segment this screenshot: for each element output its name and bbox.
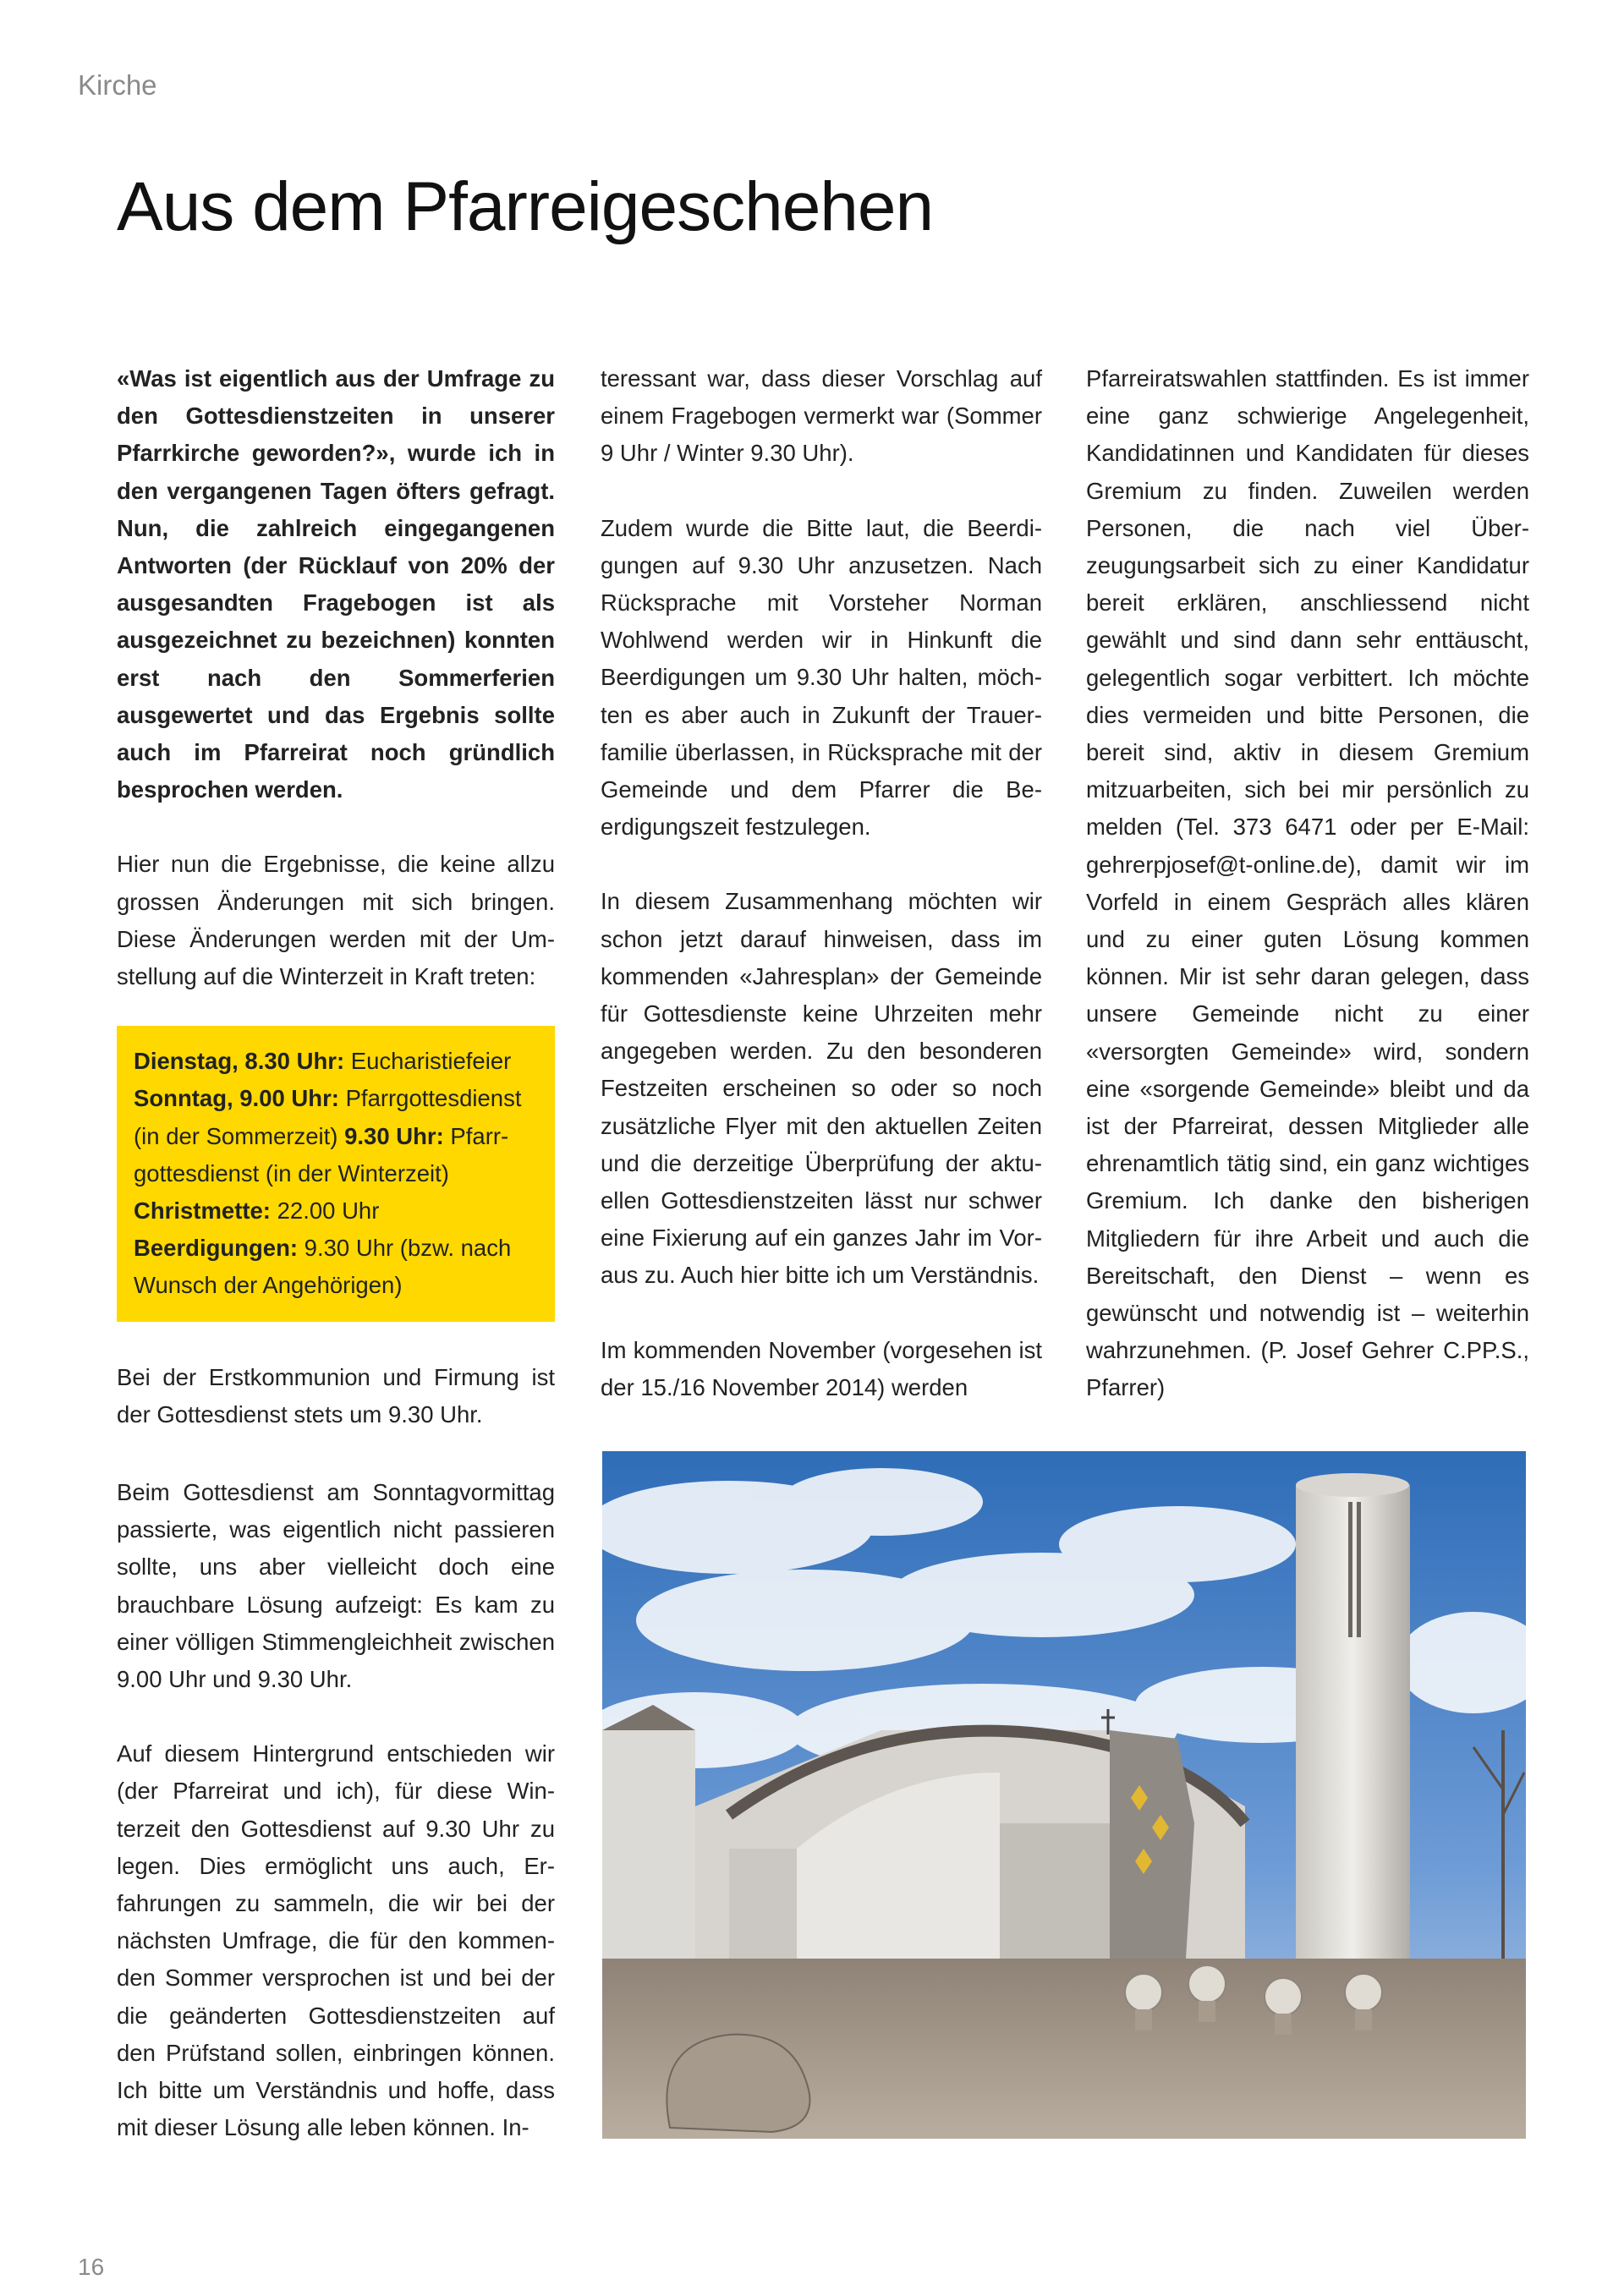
results-paragraph: Hier nun die Ergebnisse, die keine allzu grossen Änderungen mit sich bringen. Diese Änderungen werden mit der Umstellung auf die Winterzeit in Kraft treten: [117,851,555,990]
schedule-text: 22.00 Uhr [270,1197,380,1225]
schedule-text: Pfarrgottesdienst (in der Winterzeit) [134,1122,509,1186]
church-illustration [602,1451,1526,2139]
schedule-text: 9.30 Uhr (bzw. nach Wunsch der Angehörigen) [134,1235,512,1299]
schedule-text: Eucharistiefeier [344,1048,512,1075]
schedule-label: Sonntag, 9.00 Uhr: [134,1085,339,1112]
column2-paragraph-4: Im kommenden November (vorgesehen ist der 15./16 November 2014) werden [601,1336,1042,1400]
column2-paragraph-3: In diesem Zusammenhang möchten wir schon jetzt darauf hinweisen, dass im kommenden «Jahresplan» der Gemeinde für Gottesdienste keine Uhrzeiten mehr angegeben werden. Zu den besonderen Festzeiten erscheinen so oder so noch zusätzliche Flyer mit den aktuellen Zeiten und die derzeitige Überprüfung der aktuellen Gottesdienstzeiten lässt nur schwer eine Fixierung auf ein ganzes Jahr im Voraus zu. Auch hier bitte ich um Verständnis. [601,888,1042,1289]
erstkommunion-paragraph: Bei der Erstkommunion und Firmung ist der Gottesdienst stets um 9.30 Uhr. [117,1363,555,1427]
schedule-line-sunday [134,1080,540,1192]
schedule-line-christmette [134,1192,540,1230]
schedule-line-tuesday [134,1043,540,1080]
column2-paragraph-2: Zudem wurde die Bitte laut, die Beerdigungen auf 9.30 Uhr anzusetzen. Nach Rücksprache mit Vorsteher Norman Wohlwend werden wir in Hinkunft die Beerdigungen um 9.30 Uhr halten, möchten es aber auch in Zukunft der Trauerfamilie überlassen, in Rücksprache mit der Gemeinde und dem Pfarrer die Beerdigungszeit festzulegen. [601,514,1042,841]
vote-paragraph: Beim Gottesdienst am Sonntagvormittag passierte, was eigentlich nicht passieren sollte, uns aber vielleicht doch eine brauchbare Lösung aufzeigt: Es kam zu einer völligen Stimmengleichheit zwischen 9.00 Uhr und 9.30 Uhr. [117,1479,555,1693]
column-1 [117,360,555,1433]
schedule-label: 9.30 Uhr: [344,1122,444,1149]
schedule-box [117,1026,555,1321]
section-label: Kirche [78,69,157,101]
schedule-label: Dienstag, 8.30 Uhr: [134,1048,345,1075]
schedule-label: Christmette: [134,1197,271,1225]
schedule-label: Beerdigungen: [134,1235,299,1262]
decision-paragraph: Auf diesem Hintergrund entschieden wir (der Pfarreirat und ich), für diese Winterzeit den Gottesdienst auf 9.30 Uhr zu legen. Dies ermöglicht uns auch, Erfahrungen zu sammeln, die wir bei der nächsten Umfrage, die für den kommenden Sommer versprochen ist und bei der die geänderten Gottesdienstzeiten auf den Prüfstand sollen, einbringen können. Ich bitte um Verständnis und hoffe, dass mit dieser Lösung alle leben können. In- [117,1740,555,2141]
page-number: 16 [78,2254,105,2280]
church-photo [602,1451,1526,2139]
intro-paragraph: «Was ist eigentlich aus der Umfrage zu den Gottesdienstzeiten in unserer Pfarrkirche geworden?», wurde ich in den vergangenen Tagen öfters gefragt. Nun, die zahlreich eingegangenen Antworten (der Rücklauf von 20% der ausgesandten Fragebogen ist als ausgezeichnet zu bezeichnen) konnten erst nach den Sommerferien ausgewertet und das Ergebnis sollte auch im Pfarreirat noch gründlich besprochen werden. [117,365,555,803]
schedule-text: Pfarrgottesdienst (in der Sommerzeit) [134,1085,522,1149]
page-title: Aus dem Pfarreigeschehen [117,168,934,245]
column-3 [1086,360,1529,1407]
column2-paragraph-1: teressant war, dass dieser Vorschlag auf einem Fragebogen vermerkt war (Sommer 9 Uhr / Winter 9.30 Uhr). [601,365,1042,467]
column-2 [601,360,1042,1406]
lower-left-column [117,1474,555,2146]
schedule-line-beerdigungen [134,1230,540,1304]
column3-paragraph-1: Pfarreiratswahlen stattfinden. Es ist immer eine ganz schwierige Angelegenheit, Kandidatinnen und Kandidaten für dieses Gremium zu finden. Zuweilen werden Personen, die nach viel Überzeugungsarbeit sich zu einer Kandidatur bereit erklären, anschliessend nicht gewählt und sind dann sehr enttäuscht, gelegentlich sogar verbittert. Ich möchte dies vermeiden und bitte Personen, die bereit sind, aktiv in diesem Gremium mitzuarbeiten, sich bei mir persönlich zu melden (Tel. 373 6471 oder per E-Mail: gehrerpjosef@t-online.de), damit wir im Vorfeld in einem Gespräch alles klären und zu einer guten Lösung kommen können. Mir ist sehr daran gelegen, dass unsere Gemeinde nicht zu einer «versorgten Gemeinde» wird, sondern eine «sorgende Gemeinde» bleibt und da ist der Pfarreirat, dessen Mitglieder alle ehrenamtlich tätig sind, ein ganz wichtiges Gremium. Ich danke den bisherigen Mitgliedern für ihre Arbeit und auch die Bereitschaft, den Dienst – wenn es gewünscht und notwendig ist – weiterhin wahrzunehmen. (P. Josef Gehrer C.PP.S., Pfarrer) [1086,365,1529,1401]
